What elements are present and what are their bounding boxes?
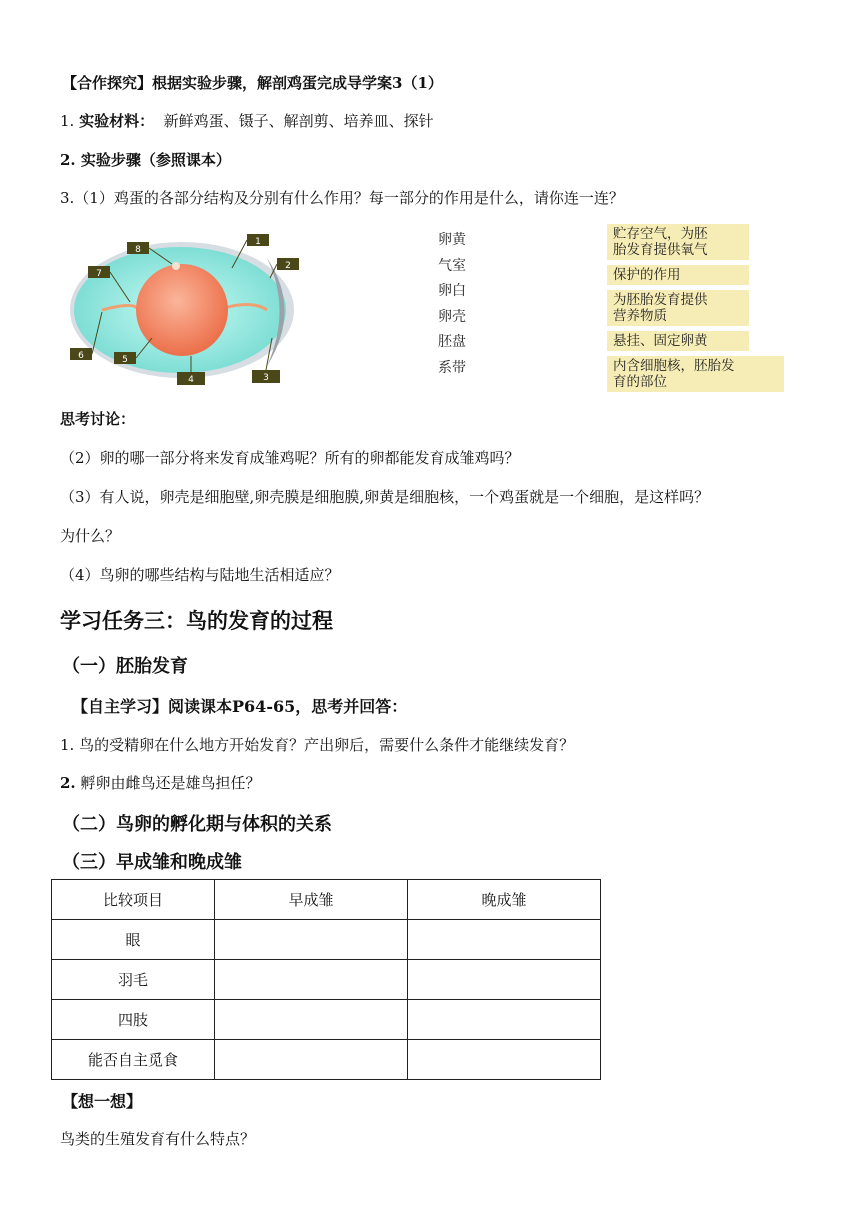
discussion-title: 思考讨论： (60, 410, 136, 428)
row-label: 能否自主觅食 (52, 1040, 215, 1080)
table-cell (408, 1000, 601, 1040)
precocial-altricial-heading: （三）早成雏和晚成雏 (62, 852, 242, 873)
table-header: 早成雏 (215, 880, 408, 920)
table-cell (215, 1040, 408, 1080)
discussion-q4: （4）鸟卵的哪些结构与陆地生活相适应？ (60, 566, 340, 584)
experiment-steps: 2. 实验步骤（参照课本） (60, 151, 231, 169)
row-label: 四肢 (52, 1000, 215, 1040)
q2-text: 孵卵由雌鸟还是雄鸟担任？ (75, 774, 261, 792)
function-line: 育的部位 (613, 374, 667, 390)
part-item: 胚盘 (438, 334, 466, 350)
table-row (52, 920, 601, 960)
discussion-q3: （3）有人说，卵壳是细胞壁,卵壳膜是细胞膜,卵黄是细胞核，一个鸡蛋就是一个细胞，是这样吗？ (60, 488, 710, 506)
table-row (52, 1000, 601, 1040)
self-study-bracket: 【自主学习】 (72, 697, 169, 716)
function-line: 为胚胎发育提供 (613, 292, 708, 308)
label-7: 7 (96, 269, 102, 279)
label-1: 1 (255, 237, 261, 247)
q2-number: 2. (60, 774, 76, 792)
label-8: 8 (135, 245, 141, 255)
row-label: 羽毛 (52, 960, 215, 1000)
think-title: 【想一想】 (62, 1092, 143, 1111)
label-4: 4 (188, 375, 194, 385)
function-line: 营养物质 (613, 308, 667, 324)
table-cell (408, 920, 601, 960)
function-list (607, 224, 787, 397)
table-row (52, 1040, 601, 1080)
function-line: 内含细胞核，胚胎发 (613, 358, 735, 374)
label-5: 5 (122, 355, 128, 365)
table-row (52, 960, 601, 1000)
row-label: 眼 (52, 920, 215, 960)
function-box (607, 290, 749, 326)
table-cell (215, 960, 408, 1000)
egg-structure-diagram (62, 228, 302, 386)
part-item: 卵白 (438, 283, 466, 299)
part-item: 卵壳 (438, 308, 466, 325)
self-study-heading (72, 694, 407, 717)
embryo-development-heading: （一）胚胎发育 (62, 656, 188, 677)
table-header-row (52, 880, 601, 920)
self-study-rest: 阅读课本P64-65，思考并回答： (168, 697, 408, 716)
think-question: 鸟类的生殖发育有什么特点？ (60, 1130, 256, 1148)
part-item: 卵黄 (438, 232, 466, 248)
task3-q2 (60, 772, 260, 793)
function-box (607, 224, 749, 260)
function-box (607, 265, 749, 285)
incubation-heading: （二）鸟卵的孵化期与体积的关系 (62, 814, 332, 835)
table-cell (408, 960, 601, 1000)
materials-text: 新鲜鸡蛋、镊子、解剖剪、培养皿、探针 (163, 112, 434, 130)
germinal-disc (172, 262, 180, 270)
table-header: 比较项目 (52, 880, 215, 920)
table-cell (215, 1000, 408, 1040)
function-box (607, 331, 749, 351)
experiment-materials (60, 110, 434, 131)
function-box (607, 356, 784, 392)
label-6: 6 (78, 351, 84, 361)
task3-title: 学习任务三：鸟的发育的过程 (60, 608, 333, 633)
discussion-q3-cont: 为什么？ (60, 527, 121, 545)
part-item: 气室 (438, 257, 466, 274)
heading-rest: 根据实验步骤，解剖鸡蛋完成导学案3（1） (152, 74, 443, 92)
label-3: 3 (263, 373, 269, 383)
item-number: 1. (60, 112, 80, 130)
function-line: 胎发育提供氧气 (613, 242, 708, 258)
table-cell (408, 1040, 601, 1080)
egg-parts-list (438, 230, 508, 383)
table-cell (215, 920, 408, 960)
cooperative-inquiry-heading (62, 72, 443, 93)
heading-bracket: 【合作探究】 (62, 74, 153, 92)
part-item: 系带 (438, 359, 466, 376)
egg-yolk (136, 264, 228, 356)
task3-q1: 1. 鸟的受精卵在什么地方开始发育？产出卵后，需要什么条件才能继续发育？ (60, 736, 575, 754)
function-line: 贮存空气，为胚 (613, 226, 708, 242)
materials-label: 实验材料： (79, 112, 155, 130)
function-line: 保护的作用 (613, 267, 681, 283)
discussion-q2: （2）卵的哪一部分将来发育成雏鸡呢？所有的卵都能发育成雏鸡吗？ (60, 449, 520, 467)
question-3-1: 3.（1）鸡蛋的各部分结构及分别有什么作用？每一部分的作用是什么，请你连一连？ (60, 189, 624, 207)
label-2: 2 (285, 261, 291, 271)
table-header: 晚成雏 (408, 880, 601, 920)
comparison-table (51, 879, 601, 1080)
function-line: 悬挂、固定卵黄 (613, 333, 708, 349)
